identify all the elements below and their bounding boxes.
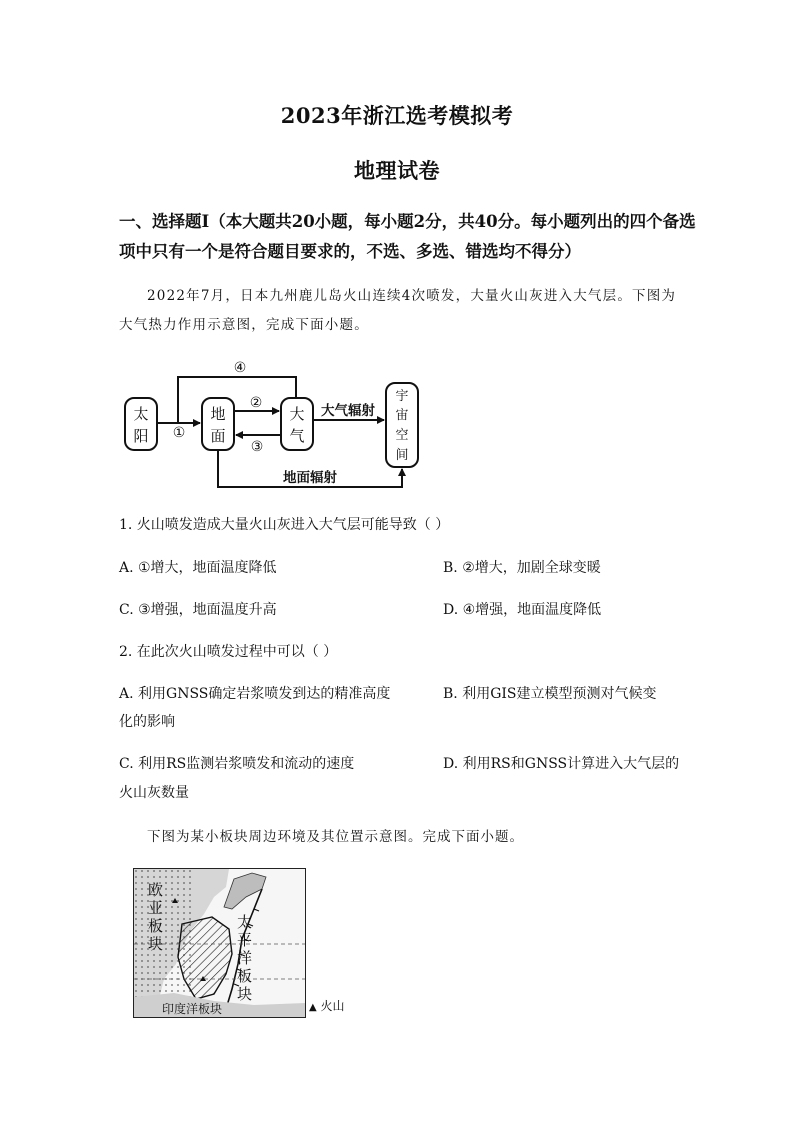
question-1-option-b[interactable]: B. ②增大，加剧全球变暖 — [443, 560, 601, 576]
question-2-stem: 2. 在此次火山喷发过程中可以（ ） — [119, 644, 338, 660]
pacific-label-5: 块 — [237, 985, 253, 1003]
plate-map-graphic — [134, 869, 305, 1017]
pacific-label-1: 太 — [237, 913, 253, 931]
question-2-option-c[interactable]: C. 利用RS监测岩浆喷发和流动的速度 — [119, 756, 355, 772]
question-2-option-d-line2: 火山灰数量 — [119, 785, 189, 801]
space-label-3: 空 — [395, 428, 409, 443]
question-1-stem: 1. 火山喷发造成大量火山灰进入大气层可能导致（ ） — [119, 517, 450, 533]
question-1-option-a[interactable]: A. ①增大，地面温度降低 — [119, 560, 277, 576]
space-label-4: 间 — [395, 448, 409, 463]
label-3: ③ — [250, 439, 264, 455]
question-2-option-b-line2: 化的影响 — [119, 714, 175, 730]
space-label-2: 宙 — [395, 408, 409, 423]
pacific-label-4: 板 — [237, 967, 253, 985]
eurasia-label-3: 板 — [148, 917, 164, 935]
atmosphere-label-1: 大 — [289, 405, 305, 423]
label-2: ② — [249, 395, 263, 411]
sun-label-2: 阳 — [133, 427, 149, 445]
atmosphere-radiation-label: 大气辐射 — [321, 403, 375, 419]
label-4: ④ — [233, 360, 247, 376]
japan-islands — [224, 873, 266, 909]
question-1-option-d[interactable]: D. ④增强，地面温度降低 — [443, 602, 602, 618]
exam-title: 2023年浙江选考模拟考 — [280, 103, 514, 128]
label-1: ① — [172, 425, 186, 441]
pacific-label-2: 平 — [237, 931, 253, 949]
eurasia-label-2: 亚 — [148, 899, 164, 917]
arrow-4 — [178, 377, 296, 423]
volcano-legend — [309, 997, 345, 1014]
sun-label-1: 太 — [133, 405, 149, 423]
section-heading-line1: 一、选择题I（本大题共20小题，每小题2分，共40分。每小题列出的四个备选 — [119, 212, 696, 231]
question-2-option-a-line1[interactable]: A. 利用GNSS确定岩浆喷发到达的精准高度 — [119, 686, 391, 702]
ground-radiation-label: 地面辐射 — [283, 470, 337, 486]
question-2-option-b[interactable]: B. 利用GIS建立模型预测对气候变 — [443, 686, 657, 702]
ground-label-2: 面 — [210, 427, 226, 445]
passage-1-line1: 2022年7月，日本九州鹿儿岛火山连续4次喷发，大量火山灰进入大气层。下图为 — [147, 288, 677, 304]
passage-1-line2: 大气热力作用示意图，完成下面小题。 — [119, 317, 369, 333]
indian-ocean-plate-label: 印度洋板块 — [162, 1002, 223, 1016]
atmosphere-label-2: 气 — [289, 427, 305, 445]
volcano-legend-icon: ▲ — [309, 1002, 317, 1013]
space-label-1: 宇 — [395, 389, 409, 404]
eurasia-label-1: 欧 — [148, 881, 164, 899]
passage-2-line1: 下图为某小板块周边环境及其位置示意图。完成下面小题。 — [147, 829, 524, 845]
exam-subtitle: 地理试卷 — [354, 158, 440, 183]
section-heading-line2: 项中只有一个是符合题目要求的，不选、多选、错选均不得分） — [119, 242, 581, 261]
question-2-option-d-line1[interactable]: D. 利用RS和GNSS计算进入大气层的 — [443, 756, 680, 772]
atmospheric-heating-diagram — [120, 355, 425, 495]
pacific-label-3: 洋 — [237, 949, 253, 967]
volcano-legend-label: 火山 — [320, 999, 345, 1013]
plate-map — [133, 868, 306, 1018]
eurasia-label-4: 块 — [148, 935, 164, 953]
ground-label-1: 地 — [210, 405, 226, 423]
question-1-option-c[interactable]: C. ③增强，地面温度升高 — [119, 602, 277, 618]
